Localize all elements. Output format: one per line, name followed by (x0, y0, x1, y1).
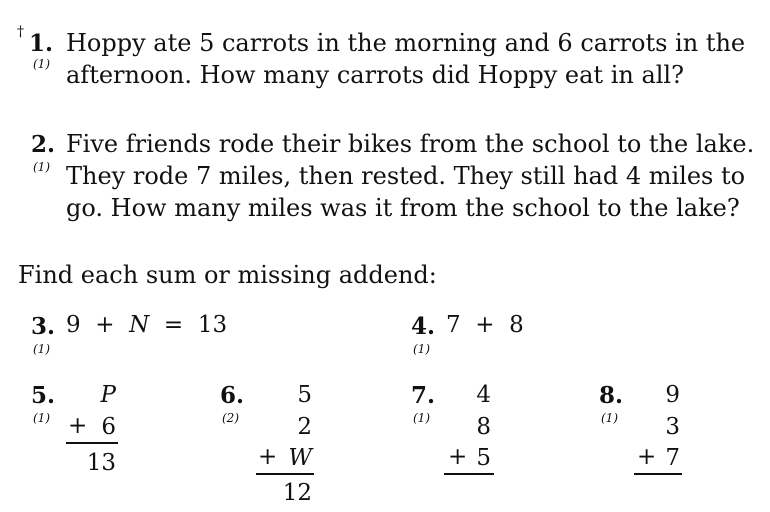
exercise-6-sum: 12 (282, 480, 312, 506)
exercise-8-mid: 3 (665, 414, 680, 440)
exercise-6-addend: W (288, 445, 312, 471)
exercise-3-variable: N (129, 312, 150, 338)
exercise-3-equals: = (163, 312, 184, 338)
exercise-6-sum-line (256, 473, 314, 475)
exercise-3-ref: (1) (33, 342, 50, 356)
exercise-4-term-a: 7 (446, 312, 461, 338)
exercise-3-equation (66, 312, 227, 338)
problem-2-line-3: go. How many miles was it from the school to the lake? (66, 194, 740, 222)
problem-2-ref: (1) (33, 160, 50, 174)
exercise-5-sum: 13 (86, 450, 116, 476)
exercise-4-term-b: 8 (509, 312, 524, 338)
exercise-7-sum-line (444, 473, 494, 475)
exercise-5-addend: 6 (101, 414, 116, 440)
exercise-7-plus: + (448, 444, 468, 470)
exercise-4-ref: (1) (413, 342, 430, 356)
dagger-mark: † (17, 24, 24, 40)
exercise-5-sum-line (66, 442, 118, 444)
problem-1-number: 1. (29, 30, 54, 57)
problem-1-line-1: Hoppy ate 5 carrots in the morning and 6 carrots in the (66, 29, 746, 57)
exercise-8-ref: (1) (601, 411, 618, 425)
instruction-heading: Find each sum or missing addend: (18, 261, 437, 289)
exercise-5-ref: (1) (33, 411, 50, 425)
exercise-8-plus: + (637, 444, 657, 470)
problem-2-text (66, 128, 754, 224)
exercise-8-addend: 7 (665, 445, 680, 471)
exercise-7-mid: 8 (476, 414, 491, 440)
exercise-7-addend: 5 (476, 445, 491, 471)
exercise-5-top: P (100, 382, 116, 408)
problem-2-line-2: They rode 7 miles, then rested. They still had 4 miles to (66, 162, 746, 190)
exercise-7-number: 7. (411, 382, 436, 409)
exercise-6-mid: 2 (297, 414, 312, 440)
exercise-7-ref: (1) (413, 411, 430, 425)
exercise-3-result: 13 (197, 312, 228, 338)
problem-1-text (66, 27, 745, 91)
exercise-6-number: 6. (220, 382, 245, 409)
exercise-6-ref: (2) (222, 411, 239, 425)
exercise-8-sum-line (634, 473, 682, 475)
problem-2-number: 2. (31, 131, 56, 158)
exercise-8-top: 9 (665, 382, 680, 408)
exercise-3-term-a: 9 (66, 312, 81, 338)
problem-2-line-1: Five friends rode their bikes from the school to the lake. (66, 130, 755, 158)
exercise-8-number: 8. (599, 382, 624, 409)
problem-1-line-2: afternoon. How many carrots did Hoppy eat in all? (66, 61, 684, 89)
exercise-4-number: 4. (411, 313, 436, 340)
exercise-7-top: 4 (476, 382, 491, 408)
exercise-4-plus: + (475, 312, 495, 338)
exercise-4-expression (446, 312, 524, 338)
exercise-6-plus: + (258, 444, 278, 470)
exercise-3-number: 3. (31, 313, 56, 340)
problem-1-ref: (1) (33, 57, 50, 71)
exercise-3-plus: + (95, 312, 115, 338)
exercise-6-top: 5 (297, 382, 312, 408)
exercise-5-number: 5. (31, 382, 56, 409)
exercise-5-plus: + (68, 413, 88, 439)
